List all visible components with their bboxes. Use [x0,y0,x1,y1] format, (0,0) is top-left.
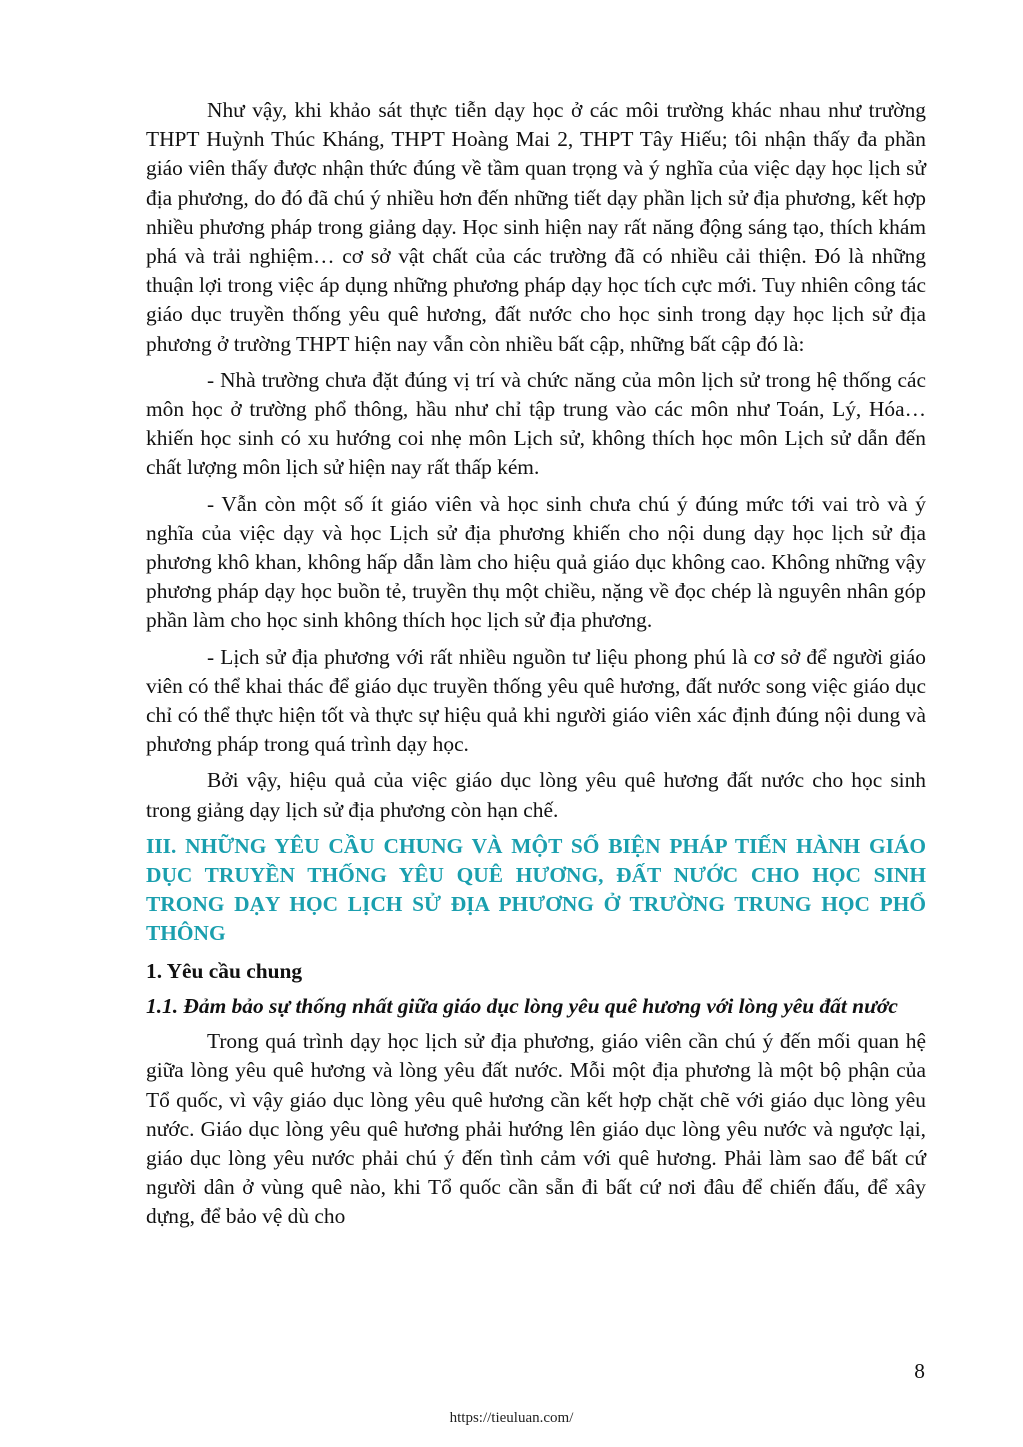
page-number: 8 [914,1359,925,1383]
page-content [146,96,926,1239]
section-heading: III. NHỮNG YÊU CẦU CHUNG VÀ MỘT SỐ BIỆN PHÁP TIẾN HÀNH GIÁO DỤC TRUYỀN THỐNG YÊU QUÊ HƯƠNG, ĐẤT NƯỚC CHO HỌC SINH TRONG DẠY HỌC LỊCH SỬ ĐỊA PHƯƠNG Ở TRƯỜNG TRUNG HỌC PHỔ THÔNG [146,833,926,946]
body-paragraph: - Nhà trường chưa đặt đúng vị trí và chức năng của môn lịch sử trong hệ thống các môn học ở trường phổ thông, hầu như chỉ tập trung vào các môn như Toán, Lý, Hóa… khiến học sinh có xu hướng coi nhẹ môn Lịch sử, không thích học môn Lịch sử dẫn đến chất lượng môn lịch sử hiện nay rất thấp kém. [146,367,926,480]
body-paragraph: Bởi vậy, hiệu quả của việc giáo dục lòng yêu quê hương đất nước cho học sinh trong giảng dạy lịch sử địa phương còn hạn chế. [146,768,926,822]
body-paragraph: Trong quá trình dạy học lịch sử địa phương, giáo viên cần chú ý đến mối quan hệ giữa lòng yêu quê hương và lòng yêu đất nước. Mỗi một địa phương là một bộ phận của Tổ quốc, vì vậy giáo dục lòng yêu quê hương cần kết hợp chặt chẽ với giáo dục lòng yêu nước. Giáo dục lòng yêu quê hương phải hướng lên giáo dục lòng yêu nước và ngược lại, giáo dục lòng yêu nước phải chú ý đến tình cảm với quê hương. Phải làm sao để bất cứ người dân ở vùng quê nào, khi Tổ quốc cần sẵn đi bất cứ nơi đâu để chiến đấu, để xây dựng, để bảo vệ dù cho [146,1029,926,1229]
subsection-heading: 1. Yêu cầu chung [146,958,303,983]
subsubsection-heading: 1.1. Đảm bảo sự thống nhất giữa giáo dục lòng yêu quê hương với lòng yêu đất nước [146,993,898,1018]
footer-url[interactable]: https://tieuluan.com/ [449,1410,574,1426]
body-paragraph: - Lịch sử địa phương với rất nhiều nguồn tư liệu phong phú là cơ sở để người giáo viên có thể khai thác để giáo dục truyền thống yêu quê hương, đất nước song việc giáo dục chỉ có thể thực hiện tốt và thực sự hiệu quả khi người giáo viên xác định đúng nội dung và phương pháp trong quá trình dạy học. [146,644,926,757]
body-paragraph: - Vẫn còn một số ít giáo viên và học sinh chưa chú ý đúng mức tới vai trò và ý nghĩa của việc dạy và học Lịch sử địa phương khiến cho nội dung dạy học lịch sử địa phương khô khan, không hấp dẫn làm cho hiệu quả giáo dục không cao. Không những vậy phương pháp dạy học buồn tẻ, truyền thụ một chiều, nặng về đọc chép là nguyên nhân góp phần làm cho học sinh không thích học lịch sử địa phương. [146,491,926,633]
body-paragraph: Như vậy, khi khảo sát thực tiễn dạy học ở các môi trường khác nhau như trường THPT Huỳnh Thúc Kháng, THPT Hoàng Mai 2, THPT Tây Hiếu; tôi nhận thấy đa phần giáo viên thấy được nhận thức đúng về tầm quan trọng và ý nghĩa của việc dạy học lịch sử địa phương, do đó đã chú ý nhiều hơn đến những tiết dạy phần lịch sử địa phương, kết hợp nhiều phương pháp trong giảng dạy. Học sinh hiện nay rất năng động sáng tạo, thích khám phá và trải nghiệm… cơ sở vật chất của các trường đã có nhiều cải thiện. Đó là những thuận lợi trong việc áp dụng những phương pháp dạy học tích cực mới. Tuy nhiên công tác giáo dục truyền thống yêu quê hương, đất nước cho học sinh trong dạy học lịch sử địa phương ở trường THPT hiện nay vẫn còn nhiều bất cập, những bất cập đó là: [146,98,926,356]
